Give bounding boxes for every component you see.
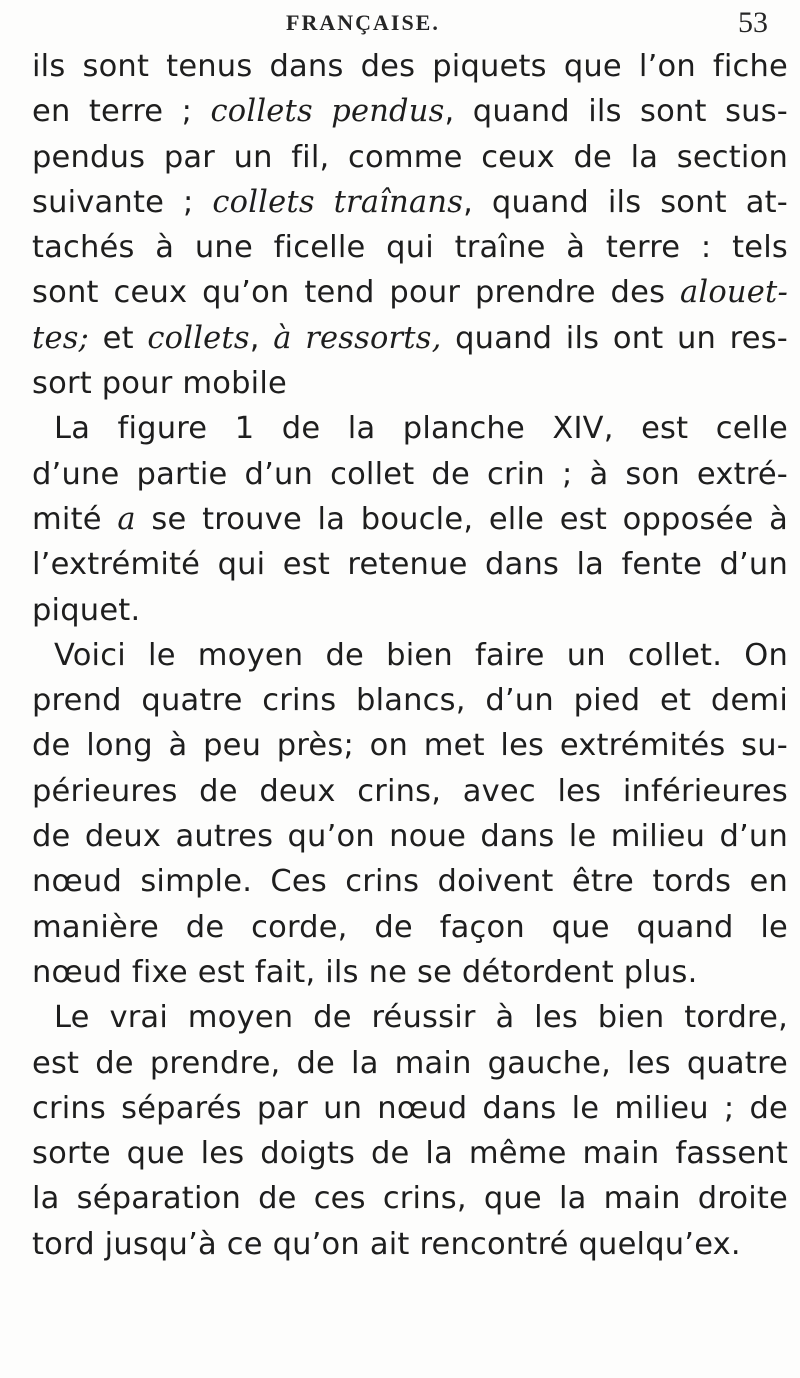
text-run: la séparation de ces crins, que la main droite bbox=[32, 1181, 788, 1217]
italic-term: alouet- bbox=[680, 275, 788, 311]
text-line bbox=[32, 950, 788, 995]
text-line bbox=[32, 859, 788, 904]
text-run: crins séparés par un nœud dans le milieu ; de bbox=[32, 1090, 788, 1126]
text-line bbox=[32, 135, 788, 180]
italic-term: a bbox=[117, 501, 136, 537]
text-run: est de prendre, de la main gauche, les quatre bbox=[32, 1045, 788, 1081]
italic-term: à ressorts, bbox=[273, 320, 442, 356]
text-line bbox=[32, 678, 788, 723]
text-run: manière de corde, de façon que quand le bbox=[32, 909, 788, 945]
running-title: FRANÇAISE. bbox=[286, 10, 440, 35]
body-text bbox=[32, 44, 788, 1267]
page-number: 53 bbox=[738, 6, 768, 39]
text-line bbox=[32, 89, 788, 134]
text-run: sort pour mobile bbox=[32, 366, 287, 402]
text-line bbox=[32, 814, 788, 859]
text-run: tord jusqu’à ce qu’on ait rencontré quelqu’ex. bbox=[32, 1226, 741, 1262]
text-run: , quand ils sont at- bbox=[463, 184, 788, 220]
text-line bbox=[32, 723, 788, 768]
text-line bbox=[32, 542, 788, 587]
italic-term: collets pendus bbox=[210, 94, 445, 130]
text-line bbox=[32, 995, 788, 1040]
text-run: Le vrai moyen de réussir à les bien tordre, bbox=[54, 1000, 788, 1036]
text-line bbox=[32, 270, 788, 315]
text-line bbox=[32, 361, 788, 406]
text-run: sont ceux qu’on tend pour prendre des bbox=[32, 275, 681, 311]
text-run: quand ils ont un res- bbox=[441, 320, 788, 356]
italic-term: tes; bbox=[32, 320, 90, 356]
text-run: Voici le moyen de bien faire un collet. On bbox=[54, 637, 788, 673]
text-run: La figure 1 de la planche XIV, est celle bbox=[54, 411, 788, 447]
text-run: prend quatre crins blancs, d’un pied et demi bbox=[32, 683, 788, 719]
text-run: , bbox=[249, 320, 274, 356]
page-header bbox=[0, 6, 800, 46]
text-run: piquet. bbox=[32, 592, 141, 628]
text-run: sorte que les doigts de la même main fassent bbox=[32, 1136, 788, 1172]
text-line bbox=[32, 769, 788, 814]
text-run: se trouve la boucle, elle est opposée à bbox=[135, 501, 789, 537]
text-line bbox=[32, 1041, 788, 1086]
text-line bbox=[32, 406, 788, 451]
text-line bbox=[32, 905, 788, 950]
text-line bbox=[32, 44, 788, 89]
text-line bbox=[32, 588, 788, 633]
text-line bbox=[32, 1222, 788, 1267]
text-run: , quand ils sont sus- bbox=[444, 94, 788, 130]
text-run: l’extrémité qui est retenue dans la fente d’un bbox=[32, 547, 788, 583]
italic-term: collets traînans bbox=[212, 184, 464, 220]
text-run: ils sont tenus dans des piquets que l’on fiche bbox=[32, 49, 788, 84]
text-run: en terre ; bbox=[32, 94, 211, 130]
text-line bbox=[32, 497, 788, 542]
text-line bbox=[32, 452, 788, 497]
text-line bbox=[32, 316, 788, 361]
text-run: de deux autres qu’on noue dans le milieu d’un bbox=[32, 819, 788, 855]
text-run: nœud simple. Ces crins doivent être tords en bbox=[32, 864, 788, 900]
text-run: et bbox=[89, 320, 148, 356]
text-line bbox=[32, 1086, 788, 1131]
text-line bbox=[32, 1131, 788, 1176]
italic-term: collets bbox=[147, 320, 250, 356]
text-run: suivante ; bbox=[32, 184, 213, 220]
text-line bbox=[32, 1176, 788, 1221]
text-line bbox=[32, 180, 788, 225]
text-run: d’une partie d’un collet de crin ; à son extré- bbox=[32, 456, 788, 492]
text-line bbox=[32, 225, 788, 270]
text-run: tachés à une ficelle qui traîne à terre : tels bbox=[32, 230, 788, 266]
text-line bbox=[32, 633, 788, 678]
text-run: mité bbox=[32, 501, 118, 537]
text-run: nœud fixe est fait, ils ne se détordent plus. bbox=[32, 954, 698, 990]
text-run: de long à peu près; on met les extrémités su- bbox=[32, 728, 788, 764]
text-run: périeures de deux crins, avec les inférieures bbox=[32, 773, 788, 809]
text-run: pendus par un fil, comme ceux de la section bbox=[32, 139, 788, 175]
